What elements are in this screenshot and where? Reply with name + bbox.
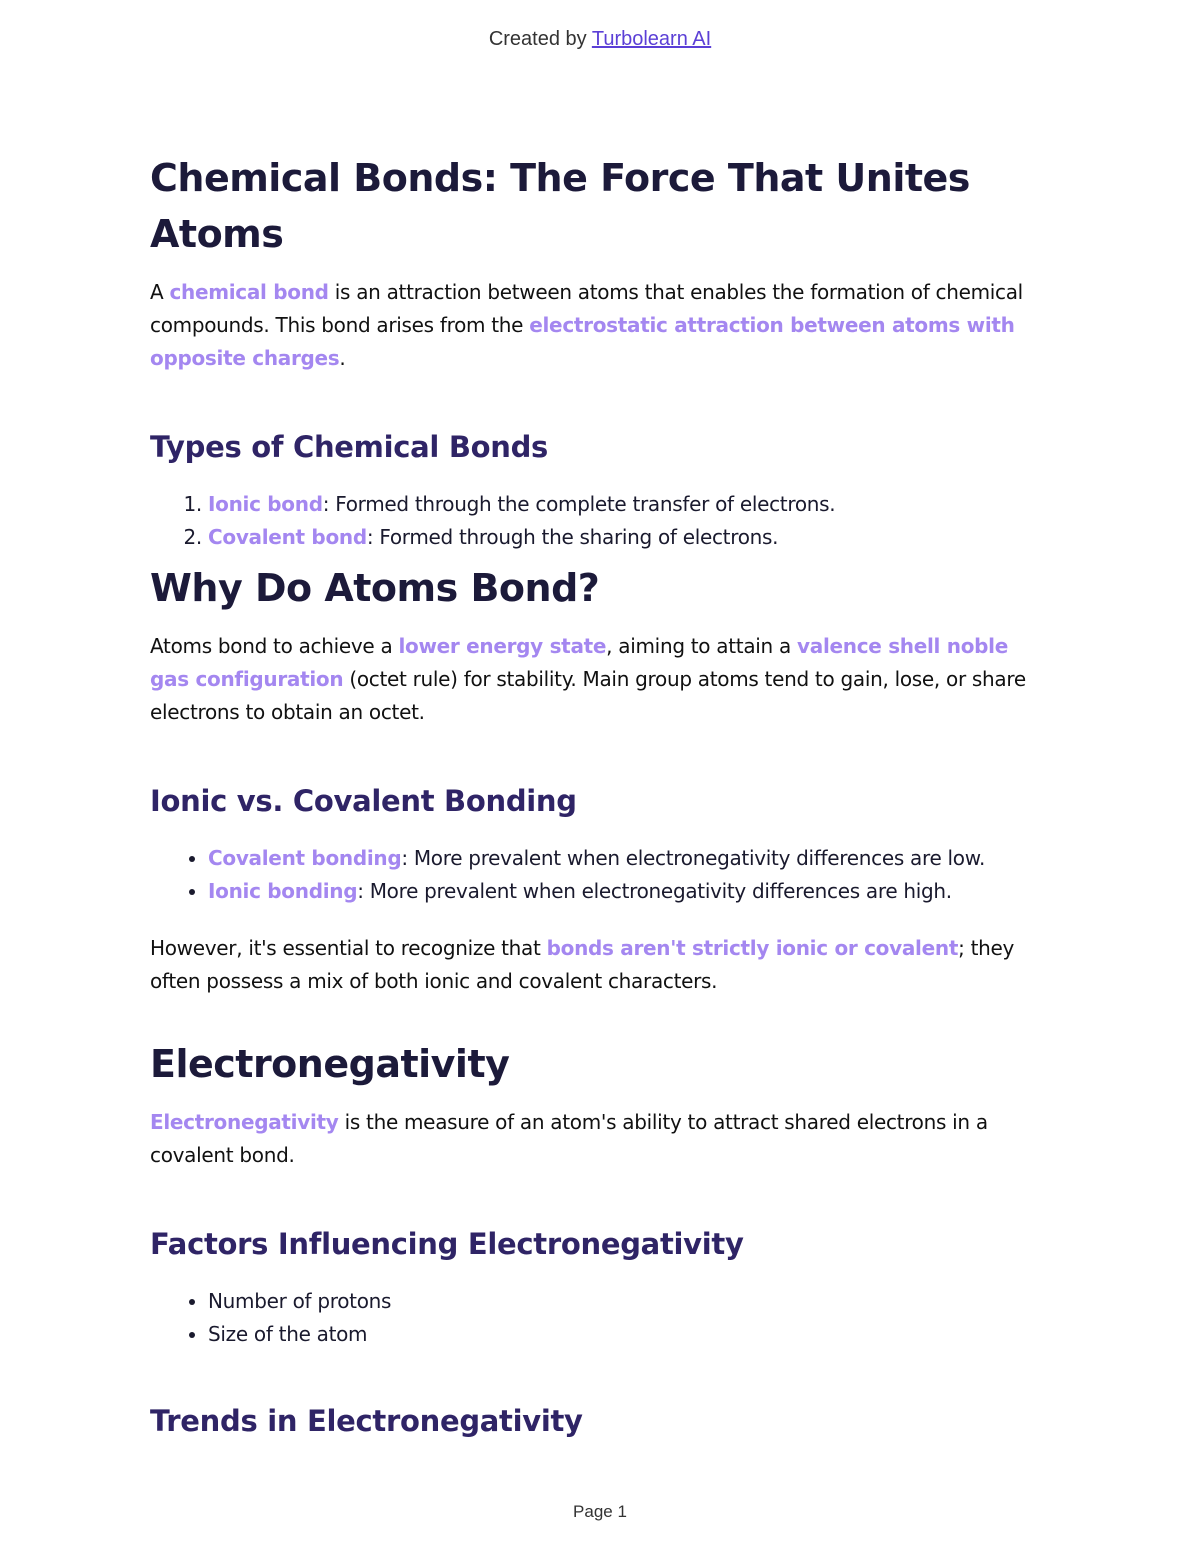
paragraph-mixed-character — [150, 932, 1050, 998]
list-item: • Number of protons — [208, 1285, 1050, 1318]
text: However, it's essential to recognize that — [150, 936, 547, 960]
list-item: • Size of the atom — [208, 1318, 1050, 1351]
highlight-lower-energy-state: lower energy state — [398, 634, 607, 658]
text: , aiming to attain a — [606, 634, 798, 658]
text: A — [150, 280, 170, 304]
highlight-covalent-bond: Covalent bond — [208, 525, 367, 549]
text: : More prevalent when electronegativity differences are high. — [357, 879, 952, 903]
title-why-atoms-bond: Why Do Atoms Bond? — [150, 566, 600, 610]
title-chemical-bonds: Chemical Bonds: The Force That Unites Atoms — [150, 156, 970, 256]
paragraph-electronegativity-definition — [150, 1106, 1050, 1172]
text: (octet rule) for stability. Main group atoms tend to gain, lose, or share electrons to obtain an octet. — [150, 667, 1026, 724]
highlight-chemical-bond: chemical bond — [169, 280, 329, 304]
list-item — [208, 875, 1050, 908]
highlight-ionic-bonding: Ionic bonding — [208, 879, 358, 903]
paragraph-chemical-bond-definition — [150, 276, 1050, 375]
turbolearn-link[interactable]: Turbolearn AI — [591, 28, 712, 50]
list-item — [208, 521, 1050, 554]
title-electronegativity: Electronegativity — [150, 1042, 510, 1086]
header-prefix: Created by — [488, 28, 587, 50]
text: : Formed through the sharing of electrons. — [366, 525, 779, 549]
page-header — [0, 28, 1200, 51]
page-footer — [0, 1502, 1200, 1522]
highlight-noble-gas-config: valence shell noble gas configuration — [150, 634, 1008, 691]
text: : More prevalent when electronegativity differences are low. — [401, 846, 986, 870]
text: is the measure of an atom's ability to attract shared electrons in a covalent bond. — [150, 1110, 988, 1167]
factors-list — [150, 1285, 1050, 1351]
text: . — [339, 346, 346, 370]
text: ; they often possess a mix of both ionic and covalent characters. — [150, 936, 1015, 993]
highlight-electronegativity: Electronegativity — [150, 1110, 339, 1134]
ionic-vs-covalent-list — [150, 842, 1050, 908]
document-content — [150, 150, 1050, 1441]
types-list — [150, 488, 1050, 554]
heading-trends: Trends in Electronegativity — [150, 1404, 583, 1438]
text: Atoms bond to achieve a — [150, 634, 399, 658]
heading-ionic-vs-covalent: Ionic vs. Covalent Bonding — [150, 784, 577, 818]
list-item — [208, 488, 1050, 521]
page-number: Page 1 — [573, 1502, 627, 1521]
heading-types-of-bonds: Types of Chemical Bonds — [150, 430, 549, 464]
highlight-electrostatic-attraction: electrostatic attraction between atoms with opposite charges — [150, 313, 1015, 370]
highlight-not-strictly: bonds aren't strictly ionic or covalent — [546, 936, 959, 960]
text: : Formed through the complete transfer of electrons. — [322, 492, 836, 516]
heading-factors: Factors Influencing Electronegativity — [150, 1227, 744, 1261]
paragraph-why-bond — [150, 630, 1050, 729]
list-item — [208, 842, 1050, 875]
text: is an attraction between atoms that enables the formation of chemical compounds. This bond arises from the — [150, 280, 1023, 337]
highlight-ionic-bond: Ionic bond — [208, 492, 323, 516]
highlight-covalent-bonding: Covalent bonding — [208, 846, 402, 870]
